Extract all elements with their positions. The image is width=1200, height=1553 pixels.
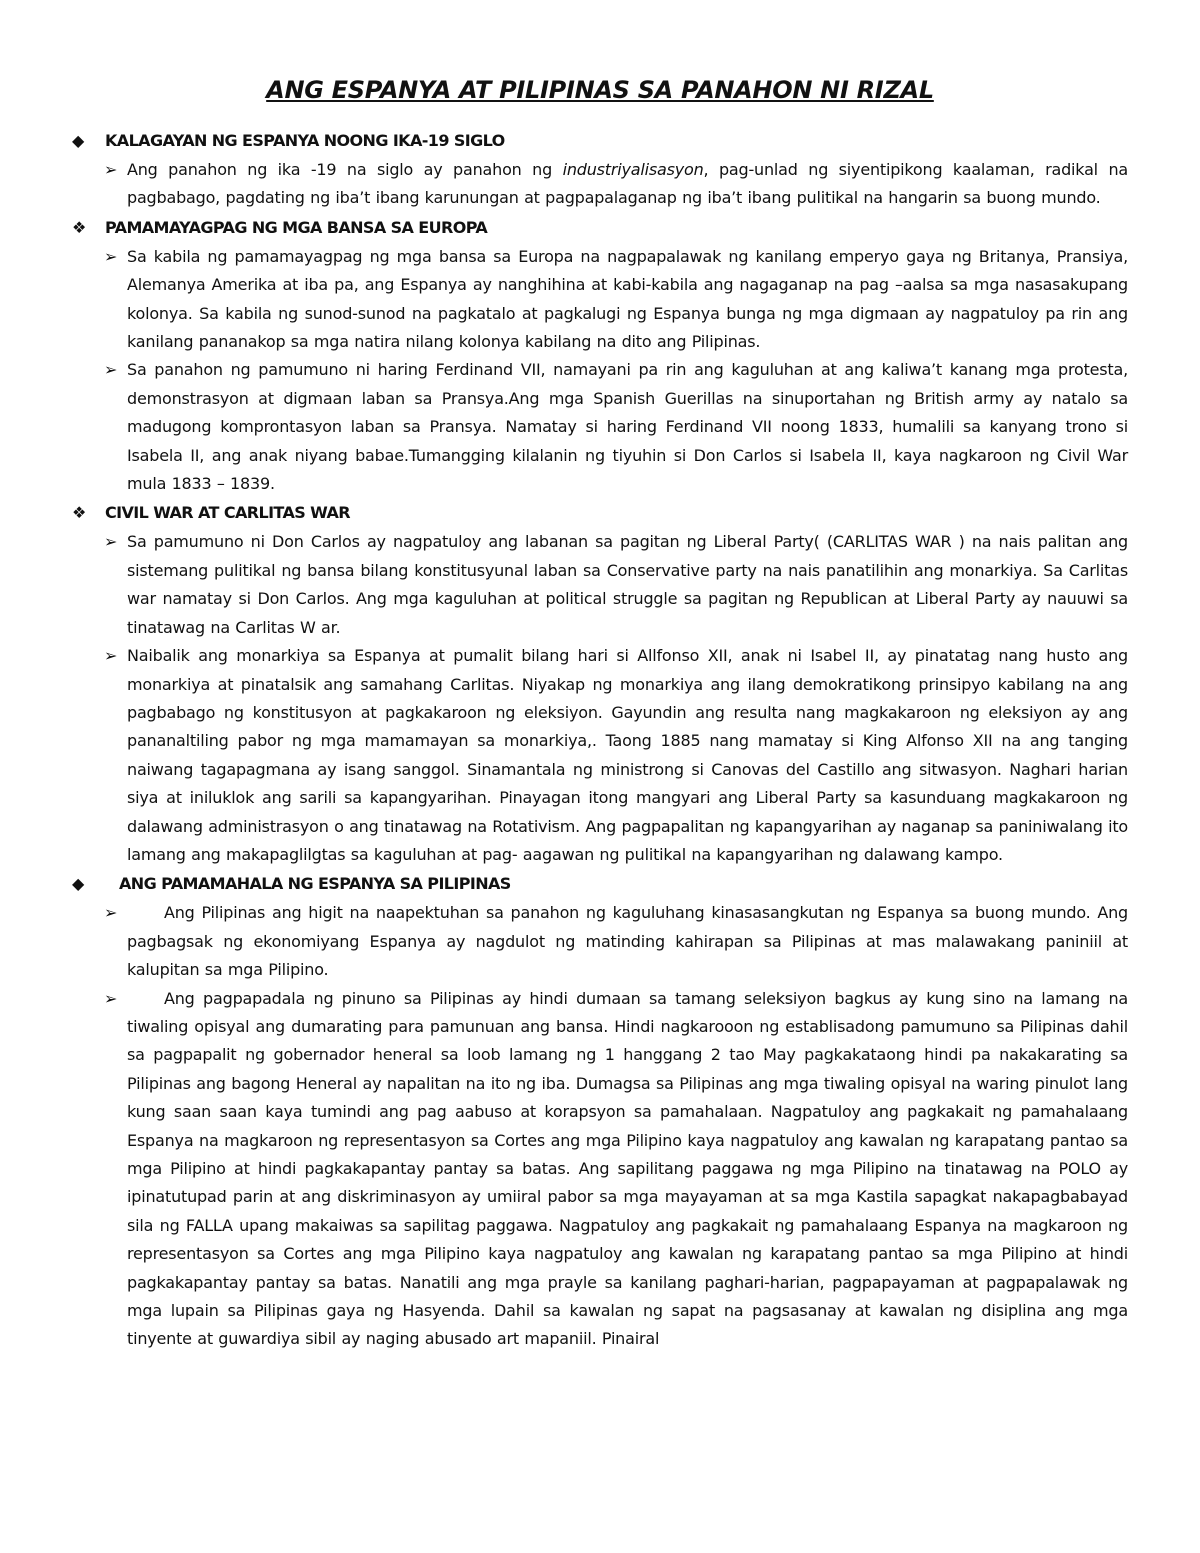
list-item: [72, 899, 1128, 984]
arrow-bullet-icon: ➢: [104, 646, 118, 666]
arrow-bullet-icon: ➢: [104, 360, 118, 380]
section-heading: [72, 213, 1128, 243]
paragraph: Sa pamumuno ni Don Carlos ay nagpatuloy ang labanan sa pagitan ng Liberal Party( (CARLITAS WAR ) na nais palitan ang sistemang pulitikal ng bansa bilang konstitusyunal laban sa Conservative party na nais panatilihin ang monarkiya. Sa Carlitas war namatay si Don Carlos. Ang mga kaguluhan at political struggle sa pagitan ng Republican at Liberal Party ay nauuwi sa tinatawag na Carlitas W ar.: [127, 532, 1128, 637]
paragraph: Sa kabila ng pamamayagpag ng mga bansa sa Europa na nagpapalawak ng kanilang emperyo gaya ng Britanya, Pransiya, Alemanya Amerika at iba pa, ang Espanya ay nanghihina at kabi-kabila ang nagaganap na pag –aalsa sa mga nasasakupang kolonya. Sa kabila ng sunod-sunod na pagkatalo at pagkalugi ng Espanya bunga ng mga digmaan ay nagpatuloy pa rin ang kanilang pananakop sa mga natira nilang kolonya kabilang na dito ang Pilipinas.: [127, 246, 1128, 352]
section-pamamayagpag: [72, 213, 1128, 499]
paragraph: Ang pagpapadala ng pinuno sa Pilipinas ay hindi dumaan sa tamang seleksiyon bagkus ay kung sino na lamang na tiwaling opisyal ang dumarating para pamunuan ang bansa. Hindi nagkarooon ng establisadong pamumuno sa Pilipinas dahil sa pagpapalit ng gobernador heneral sa loob lamang ng 1 hanggang 2 tao May pagkakataong hindi pa nakakarating sa Pilipinas ang bagong Heneral ay napalitan na ito ng iba. Dumagsa sa Pilipinas ang mga tiwaling opisyal na waring pinulot lang kung saan saan kaya tumindi ang pag aabuso at korapsyon sa pamahalaan. Nagpatuloy ang pagkakait ng pamahalaang Espanya na magkaroon ng representasyon sa Cortes ang mga Pilipino kaya nagpatuloy ang kawalan ng karapatang pantao sa mga Pilipino at hindi pagkakapantay pantay sa batas. Ang sapilitang paggawa ng mga Pilipino na tinatawag na POLO ay ipinatutupad parin at ang diskriminasyon ay umiiral pabor sa mga mayayaman at sa mga Kastila sapagkat nakapagbabayad sila ng FALLA upang makaiwas sa sapilitag paggawa. Nagpatuloy ang pagkakait ng pamahalaang Espanya na magkaroon ng representasyon sa Cortes ang mga Pilipino kaya nagpatuloy ang kawalan ng karapatang pantao sa mga Pilipino at hindi pagkakapantay pantay sa batas. Nanatili ang mga prayle sa kanilang paghari-harian, pagpapayaman at pagpapalawak ng mga lupain sa Pilipinas gaya ng Hasyenda. Dahil sa kawalan ng sapat na pagsasanay at kawalan ng disiplina ang mga tinyente at guwardiya sibil ay naging abusado art mapaniil. Pinairal: [127, 988, 1128, 1349]
arrow-bullet-icon: ➢: [104, 903, 118, 923]
diamond-bullet-icon: ◆: [72, 131, 84, 150]
document-title: ANG ESPANYA AT PILIPINAS SA PANAHON NI RIZAL: [266, 76, 934, 104]
four-diamond-bullet-icon: ❖: [72, 503, 86, 523]
heading-text: PAMAMAYAGPAG NG MGA BANSA SA EUROPA: [105, 217, 488, 237]
heading-text: ANG PAMAMAHALA NG ESPANYA SA PILIPINAS: [119, 874, 511, 894]
paragraph: Sa panahon ng pamumuno ni haring Ferdinand VII, namayani pa rin ang kaguluhan at ang kaliwa’t kanang mga protesta, demonstrasyon at digmaan laban sa Pransya.Ang mga Spanish Guerillas na sinuportahan ng British army ay natalo sa madugong komprontasyon laban sa Pransya. Namatay si haring Ferdinand VII noong 1833, humalili sa kanyang trono si Isabela II, ang anak niyang babae.Tumangging kilalanin ng tiyuhin si Don Carlos si Isabela II, kaya nagkaroon ng Civil War mula 1833 – 1839.: [127, 360, 1128, 494]
italic-term: industriyalisasyon: [562, 160, 704, 179]
arrow-bullet-icon: ➢: [104, 160, 118, 179]
list-item: [72, 243, 1128, 357]
document-body: [72, 126, 1128, 1354]
arrow-bullet-icon: ➢: [104, 532, 118, 552]
heading-text: KALAGAYAN NG ESPANYA NOONG IKA-19 SIGLO: [105, 131, 505, 150]
paragraph: Ang Pilipinas ang higit na naapektuhan sa panahon ng kaguluhang kinasasangkutan ng Espanya sa buong mundo. Ang pagbagsak ng ekonomiyang Espanya ay nagdulot ng matinding kahirapan sa Pilipinas at mas malawakang paniniil at kalupitan sa mga Pilipino.: [127, 903, 1128, 980]
four-diamond-bullet-icon: ❖: [72, 217, 86, 237]
list-item: [72, 156, 1128, 213]
heading-text: CIVIL WAR AT CARLITAS WAR: [105, 503, 351, 523]
paragraph: Naibalik ang monarkiya sa Espanya at pumalit bilang hari si Allfonso XII, anak ni Isabel II, ay pinatatag nang husto ang monarkiya at pinatalsik ang samahang Carlitas. Niyakap ng monarkiya ang ilang demokratikong prinsipyo kabilang na ang pagbabago ng konstitusyon at pagkakaroon ng eleksiyon. Gayundin ang resulta nang magkakaroon ng eleksiyon ay ang pananaltiling pabor ng mga mamamayan sa monarkiya,. Taong 1885 nang mamatay si King Alfonso XII na ang tanging naiwang tagapagmana ay isang sanggol. Sinamantala ng ministrong si Canovas del Castillo ang sitwasyon. Naghari harian siya at iniluklok ang sarili sa kapangyarihan. Pinayagan itong mangyari ang Liberal Party sa kasunduang magkakaroon ng dalawang administrasyon o ang tinatawag na Rotativism. Ang pagpapalitan ng kapangyarihan ay naganap sa paniniwalang ito lamang ang makapaglilgtas sa kaguluhan at pag- aagawan ng pulitikal na kapangyarihan ng dalawang kampo.: [127, 646, 1128, 864]
section-heading: [72, 498, 1128, 528]
list-item: [72, 985, 1128, 1354]
arrow-bullet-icon: ➢: [104, 246, 118, 266]
paragraph: [127, 156, 1128, 213]
list-item: [72, 642, 1128, 869]
section-heading: [72, 126, 1128, 156]
arrow-bullet-icon: ➢: [104, 988, 118, 1008]
paragraph-text: Ang panahon ng ika -19 na siglo ay panahon ng: [127, 160, 563, 179]
paragraph-text: , pag-unlad ng siyentipikong kaalaman, radikal na pagbabago, pagdating ng iba’t ibang karunungan at pagpapalaganap ng iba’t ibang pulitikal na hangarin sa buong mundo.: [127, 160, 1128, 208]
section-civil-war: [72, 498, 1128, 869]
section-kalagayan: [72, 126, 1128, 213]
section-pamamahala: [72, 869, 1128, 1354]
diamond-bullet-icon: ◆: [72, 874, 84, 894]
section-heading: [72, 869, 1128, 899]
list-item: [72, 528, 1128, 642]
list-item: [72, 356, 1128, 498]
